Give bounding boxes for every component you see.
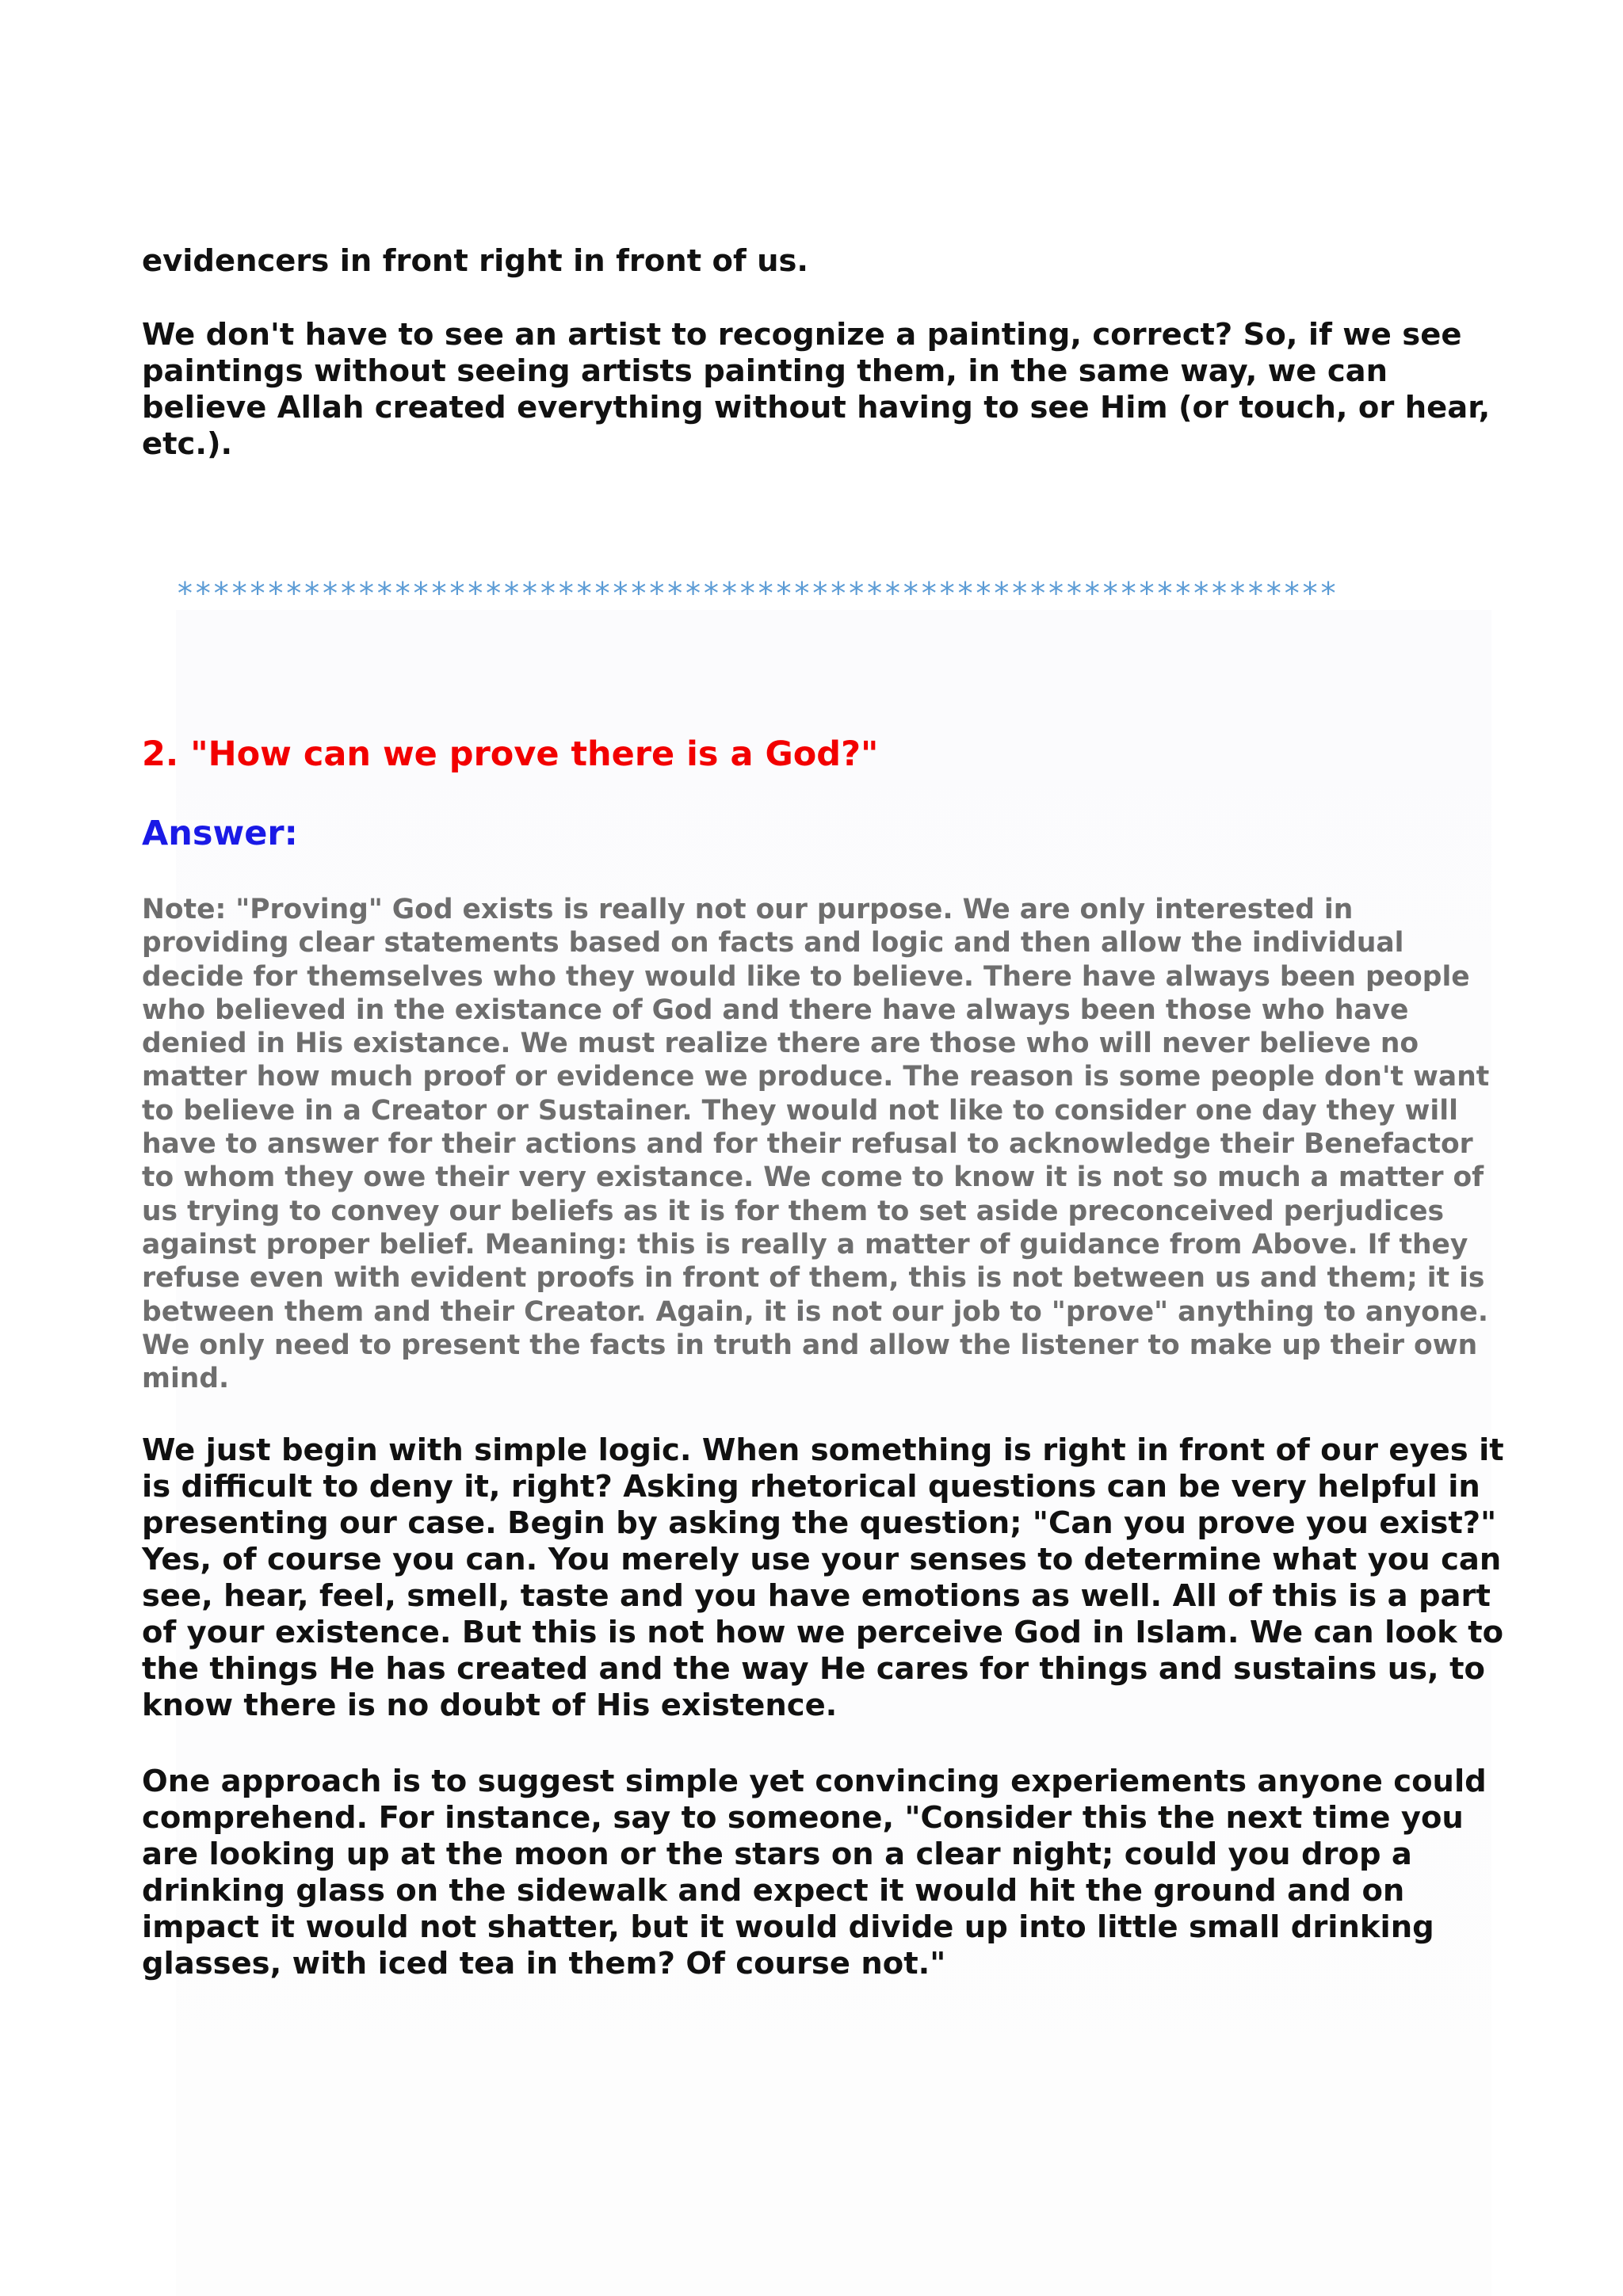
text-line: drinking glass on the sidewalk and expect it would hit the ground and on bbox=[142, 1873, 1405, 1909]
answer-label: Answer: bbox=[142, 814, 298, 853]
text-line: etc.). bbox=[142, 426, 233, 462]
note-line: denied in His existance. We must realize there are those who will never believe no bbox=[142, 1028, 1419, 1060]
text-line: evidencers in front right in front of us. bbox=[142, 243, 809, 279]
text-line: presenting our case. Begin by asking the question; "Can you prove you exist?" bbox=[142, 1505, 1497, 1541]
text-line: Yes, of course you can. You merely use your senses to determine what you can bbox=[142, 1542, 1502, 1577]
note-line: refuse even with evident proofs in front of them, this is not between us and them; it is bbox=[142, 1262, 1485, 1295]
text-line: believe Allah created everything without having to see Him (or touch, or hear, bbox=[142, 390, 1491, 425]
text-line: We don't have to see an artist to recognize a painting, correct? So, if we see bbox=[142, 317, 1462, 353]
text-line: of your existence. But this is not how we perceive God in Islam. We can look to bbox=[142, 1615, 1504, 1650]
text-line: impact it would not shatter, but it would divide up into little small drinking bbox=[142, 1909, 1434, 1945]
note-line: decide for themselves who they would like to believe. There have always been people bbox=[142, 960, 1470, 993]
note-line: mind. bbox=[142, 1363, 230, 1395]
note-line: who believed in the existance of God and there have always been those who have bbox=[142, 994, 1409, 1026]
text-line: the things He has created and the way He cares for things and sustains us, to bbox=[142, 1651, 1485, 1687]
text-line: paintings without seeing artists painting them, in the same way, we can bbox=[142, 353, 1388, 389]
text-line: see, hear, feel, smell, taste and you have emotions as well. All of this is a part bbox=[142, 1578, 1491, 1614]
paragraph-one-approach bbox=[142, 1764, 1505, 1982]
text-line: is difficult to deny it, right? Asking rhetorical questions can be very helpful in bbox=[142, 1469, 1480, 1505]
note-line: us trying to convey our beliefs as it is for them to set aside preconceived perjudices bbox=[142, 1195, 1445, 1227]
text-line: We just begin with simple logic. When something is right in front of our eyes it bbox=[142, 1432, 1504, 1468]
note-paragraph bbox=[142, 893, 1505, 1395]
text-line: know there is no doubt of His existence. bbox=[142, 1688, 838, 1723]
text-line: are looking up at the moon or the stars on a clear night; could you drop a bbox=[142, 1836, 1412, 1872]
note-line: We only need to present the facts in truth and allow the listener to make up their own bbox=[142, 1329, 1478, 1361]
text-line: comprehend. For instance, say to someone, "Consider this the next time you bbox=[142, 1800, 1464, 1836]
note-line: have to answer for their actions and for their refusal to acknowledge their Benefactor bbox=[142, 1128, 1473, 1161]
note-line: providing clear statements based on facts and logic and then allow the individual bbox=[142, 927, 1404, 959]
separator-line: **************************************************************** bbox=[176, 576, 1338, 611]
note-line: Note: "Proving" God exists is really not our purpose. We are only interested in bbox=[142, 894, 1354, 925]
question-heading: 2. "How can we prove there is a God?" bbox=[142, 734, 879, 774]
note-line: to believe in a Creator or Sustainer. They would not like to consider one day they will bbox=[142, 1094, 1458, 1127]
note-line: matter how much proof or evidence we produce. The reason is some people don't want bbox=[142, 1061, 1490, 1093]
text-line: glasses, with iced tea in them? Of course not." bbox=[142, 1946, 946, 1981]
text-line: One approach is to suggest simple yet convincing experiements anyone could bbox=[142, 1764, 1487, 1799]
paragraph-simple-logic bbox=[142, 1432, 1505, 1724]
note-line: between them and their Creator. Again, it is not our job to "prove" anything to anyone. bbox=[142, 1295, 1488, 1328]
paragraph-evidencers bbox=[142, 243, 1505, 280]
paragraph-artist-painting bbox=[142, 317, 1505, 463]
note-line: to whom they owe their very existance. We come to know it is not so much a matter of bbox=[142, 1161, 1484, 1194]
note-line: against proper belief. Meaning: this is really a matter of guidance from Above. If they bbox=[142, 1228, 1468, 1261]
